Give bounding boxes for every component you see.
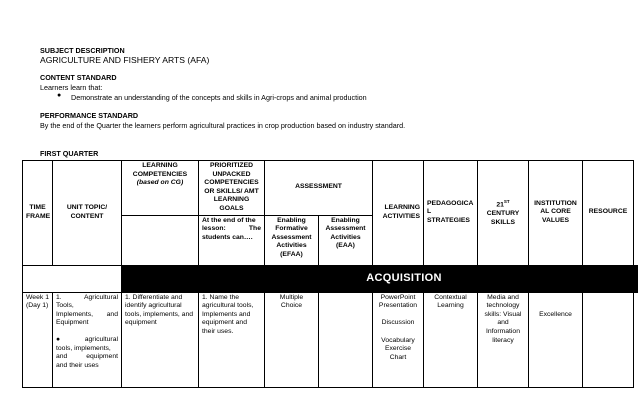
header-unit-topic: UNIT TOPIC/ CONTENT (53, 161, 122, 266)
performance-standard-label: PERFORMANCE STANDARD (40, 111, 139, 120)
header-time-frame: TIME FRAME (23, 161, 53, 266)
subheader-efaa: Enabling Formative Assessment Activities (EFAA) (265, 215, 319, 265)
bullet-icon: ● (57, 92, 62, 99)
content-standard-label: CONTENT STANDARD (40, 73, 117, 82)
header-21st-century: 21ST CENTURY SKILLS (478, 161, 529, 266)
row1-eaa (319, 292, 373, 387)
row1-activities: PowerPoint Presentation Discussion Vocabulary Exercise Chart (373, 292, 424, 387)
subject-value: AGRICULTURE AND FISHERY ARTS (AFA) (40, 55, 210, 65)
header-assessment: ASSESSMENT (265, 161, 373, 216)
row1-goal: 1. Name the agricultural tools, Implements and equipment and their uses. (199, 292, 265, 387)
header-institutional: INSTITUTION AL CORE VALUES (529, 161, 583, 266)
performance-standard-text: By the end of the Quarter the learners perform agricultural practices in crop production based on industry standard. (40, 121, 406, 130)
empty-cell (122, 215, 199, 265)
row1-skills: Media and technology skills: Visual and Information literacy (478, 292, 529, 387)
subheader-eaa: Enabling Assessment Activities (EAA) (319, 215, 373, 265)
header-prioritized: PRIORITIZED UNPACKED COMPETENCIES OR SKILLS/ AMT LEARNING GOALS (199, 161, 265, 216)
content-standard-bullet: Demonstrate an understanding of the concepts and skills in Agri-crops and animal production (71, 93, 367, 102)
row1-time: Week 1 (Day 1) (23, 292, 53, 387)
header-learning-competencies: LEARNING COMPETENCIES (based on CG) (122, 161, 199, 216)
row1-strategies: Contextual Learning (424, 292, 478, 387)
header-learning-activities: LEARNING ACTIVITIES (373, 161, 424, 266)
curriculum-table (22, 160, 638, 388)
subheader-lesson-end: At the end of the lesson: The students can…. (199, 215, 265, 265)
header-resource: RESOURCE (583, 161, 634, 266)
content-standard-intro: Learners learn that: (40, 83, 103, 92)
row1-topic: 1. Agricultural Tools, Implements, and Equipment ● agricultural tools, implements, and equipment and their uses (53, 292, 122, 387)
row1-efaa: Multiple Choice (265, 292, 319, 387)
subject-label: SUBJECT DESCRIPTION (40, 46, 125, 55)
row1-competency: 1. Differentiate and identify agricultural tools, implements, and equipment (122, 292, 199, 387)
row1-resource (583, 292, 634, 387)
header-pedagogical: PEDAGOGICA L STRATEGIES (424, 161, 478, 266)
band-spacer (23, 265, 122, 292)
acquisition-band: ACQUISITION (122, 265, 638, 292)
quarter-label: FIRST QUARTER (40, 149, 99, 158)
row1-values: Excellence (529, 292, 583, 387)
